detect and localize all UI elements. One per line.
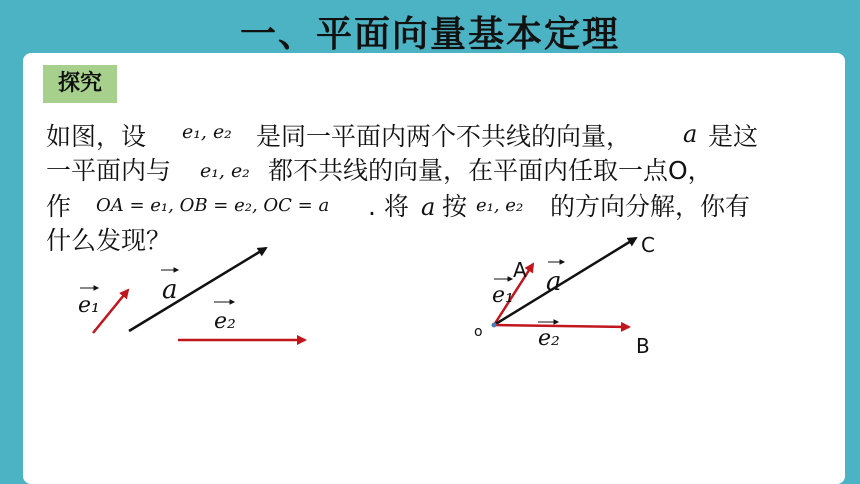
left-label-arrows	[80, 268, 234, 304]
origin-point	[492, 323, 497, 328]
point-C: C	[641, 233, 655, 257]
point-A: A	[513, 258, 527, 282]
math-a-line1: a	[683, 120, 698, 148]
math-a-line3: a	[421, 193, 436, 221]
right-vector-OB	[494, 325, 629, 327]
para-line3-a: 作	[46, 192, 72, 221]
para-line2-b: 都不共线的向量，在平面内任取一点O，	[268, 156, 713, 185]
left-label-e2: e₂	[214, 309, 236, 334]
para-line3-d: 的方向分解，你有	[550, 192, 751, 221]
left-vector-a	[129, 248, 266, 331]
para-line1-b: 是同一平面内两个不共线的向量，	[256, 122, 632, 151]
para-line3-c: 按	[442, 192, 468, 221]
math-e1e2-line3: e₁, e₂	[476, 195, 524, 216]
para-line2-a: 一平面内与	[46, 156, 172, 185]
para-line1-c: 是这	[708, 122, 759, 151]
point-O: o	[474, 324, 483, 340]
point-B: B	[636, 334, 650, 358]
left-label-a: a	[162, 275, 178, 305]
slide-title: 一、平面向量基本定理	[239, 14, 620, 55]
para-line1-a: 如图，设	[46, 122, 147, 151]
math-e1e2-line1: e₁, e₂	[182, 121, 232, 143]
math-e1e2-line2: e₁, e₂	[200, 160, 250, 182]
right-label-e2: e₂	[538, 326, 560, 351]
para-line3-b: . 将	[368, 192, 409, 221]
section-tag: 探究	[43, 65, 117, 103]
left-label-e1: e₁	[78, 293, 100, 318]
para-line4: 什么发现？	[46, 226, 172, 255]
right-label-a: a	[546, 267, 562, 297]
right-label-e1: e₁	[492, 283, 514, 308]
math-relations: OA = e₁, OB = e₂, OC = a	[96, 195, 330, 216]
